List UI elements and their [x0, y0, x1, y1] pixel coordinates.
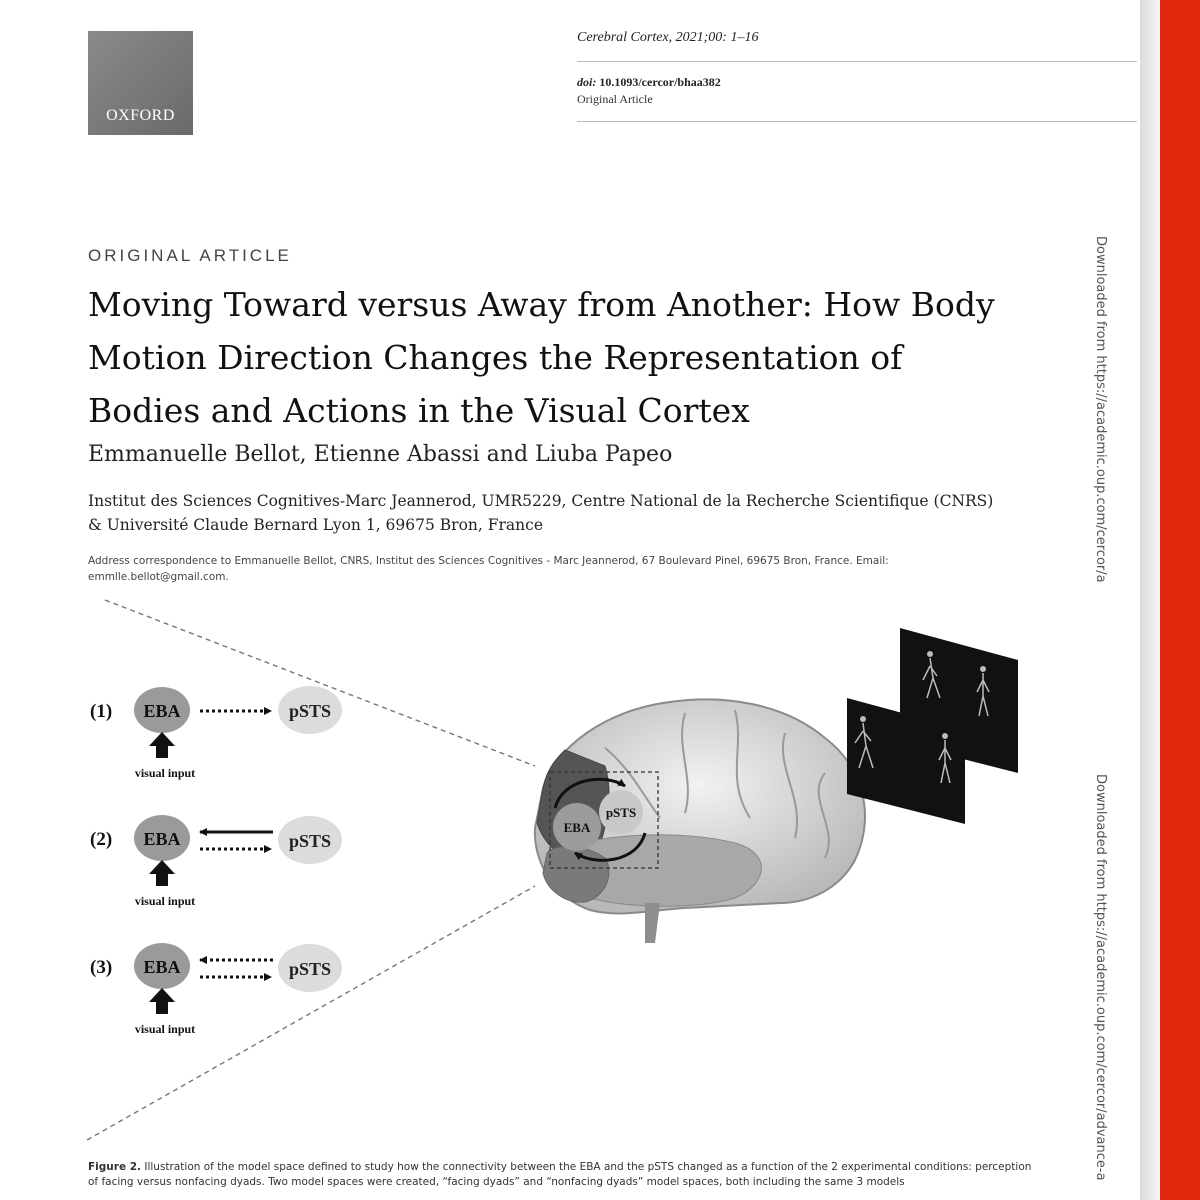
header-divider — [577, 61, 1137, 62]
figure-caption — [88, 1160, 1038, 1190]
author-list: Emmanuelle Bellot, Etienne Abassi and Liuba Papeo — [88, 442, 673, 467]
brain-illustration — [535, 699, 865, 943]
doi-value[interactable]: 10.1093/cercor/bhaa382 — [599, 75, 721, 89]
model-3-psts-label: pSTS — [288, 959, 332, 979]
model-1 — [90, 686, 342, 780]
projection-line-bottom — [87, 886, 535, 1140]
model-3-eba-label: EBA — [143, 957, 181, 977]
header-divider-bottom — [577, 121, 1137, 122]
page-shadow — [1140, 0, 1160, 1200]
model-3-input-label: visual input — [134, 1022, 196, 1036]
figure-label: Figure 2. — [88, 1161, 142, 1173]
brain-eba-label: EBA — [563, 820, 591, 835]
side-accent-bar — [1160, 0, 1200, 1200]
journal-citation: Cerebral Cortex, 2021;00: 1–16 — [577, 30, 759, 45]
doi-label: doi: — [577, 75, 597, 89]
logo-text: OXFORD — [106, 107, 175, 124]
brain-psts-label: pSTS — [605, 805, 637, 820]
model-2-psts-label: pSTS — [288, 831, 332, 851]
model-1-input-arrow — [149, 732, 175, 758]
model-3-input-arrow — [149, 988, 175, 1014]
model-2-number: (2) — [90, 829, 113, 850]
article-type: Original Article — [577, 92, 653, 106]
figure-2 — [85, 598, 1025, 1146]
article-title: Moving Toward versus Away from Another: How Body Motion Direction Changes the Representation of Bodies and Actions in the Visual Cortex — [88, 285, 995, 430]
model-2-eba-label: EBA — [143, 829, 181, 849]
section-label: ORIGINAL ARTICLE — [88, 246, 292, 265]
model-3 — [90, 943, 342, 1036]
brain-stem — [645, 903, 660, 943]
affiliation: Institut des Sciences Cognitives-Marc Jeannerod, UMR5229, Centre National de la Recherche Scientifique (CNRS) & Université Claude Bernard Lyon 1, 69675 Bron, France — [88, 492, 994, 534]
model-1-input-label: visual input — [134, 766, 196, 780]
download-watermark-bottom: Downloaded from https://academic.oup.com/cercor/advance-a — [1093, 774, 1108, 1181]
correspondence: Address correspondence to Emmanuelle Bellot, CNRS, Institut des Sciences Cognitives - Marc Jeannerod, 67 Boulevard Pinel, 69675 Bron, France. Email: emmlle.bellot@gmail.com. — [88, 555, 889, 583]
model-3-number: (3) — [90, 957, 113, 978]
model-1-eba-label: EBA — [143, 701, 181, 721]
caption-text: Illustration of the model space defined to study how the connectivity between the EBA and the pSTS changed as a function of the 2 experimental conditions: perception of facing versus nonfacing dyads. Two model spaces were created, “facing dyads” and “nonfacing dyads” model spaces, both including the same 3 models — [88, 1161, 1032, 1188]
doi-line — [577, 75, 721, 90]
model-1-psts-label: pSTS — [288, 701, 332, 721]
model-1-number: (1) — [90, 701, 113, 722]
model-2-input-label: visual input — [134, 894, 196, 908]
model-2-input-arrow — [149, 860, 175, 886]
oxford-logo — [88, 31, 193, 135]
download-watermark-top: Downloaded from https://academic.oup.com/cercor/a — [1093, 236, 1108, 583]
model-2 — [90, 815, 342, 908]
